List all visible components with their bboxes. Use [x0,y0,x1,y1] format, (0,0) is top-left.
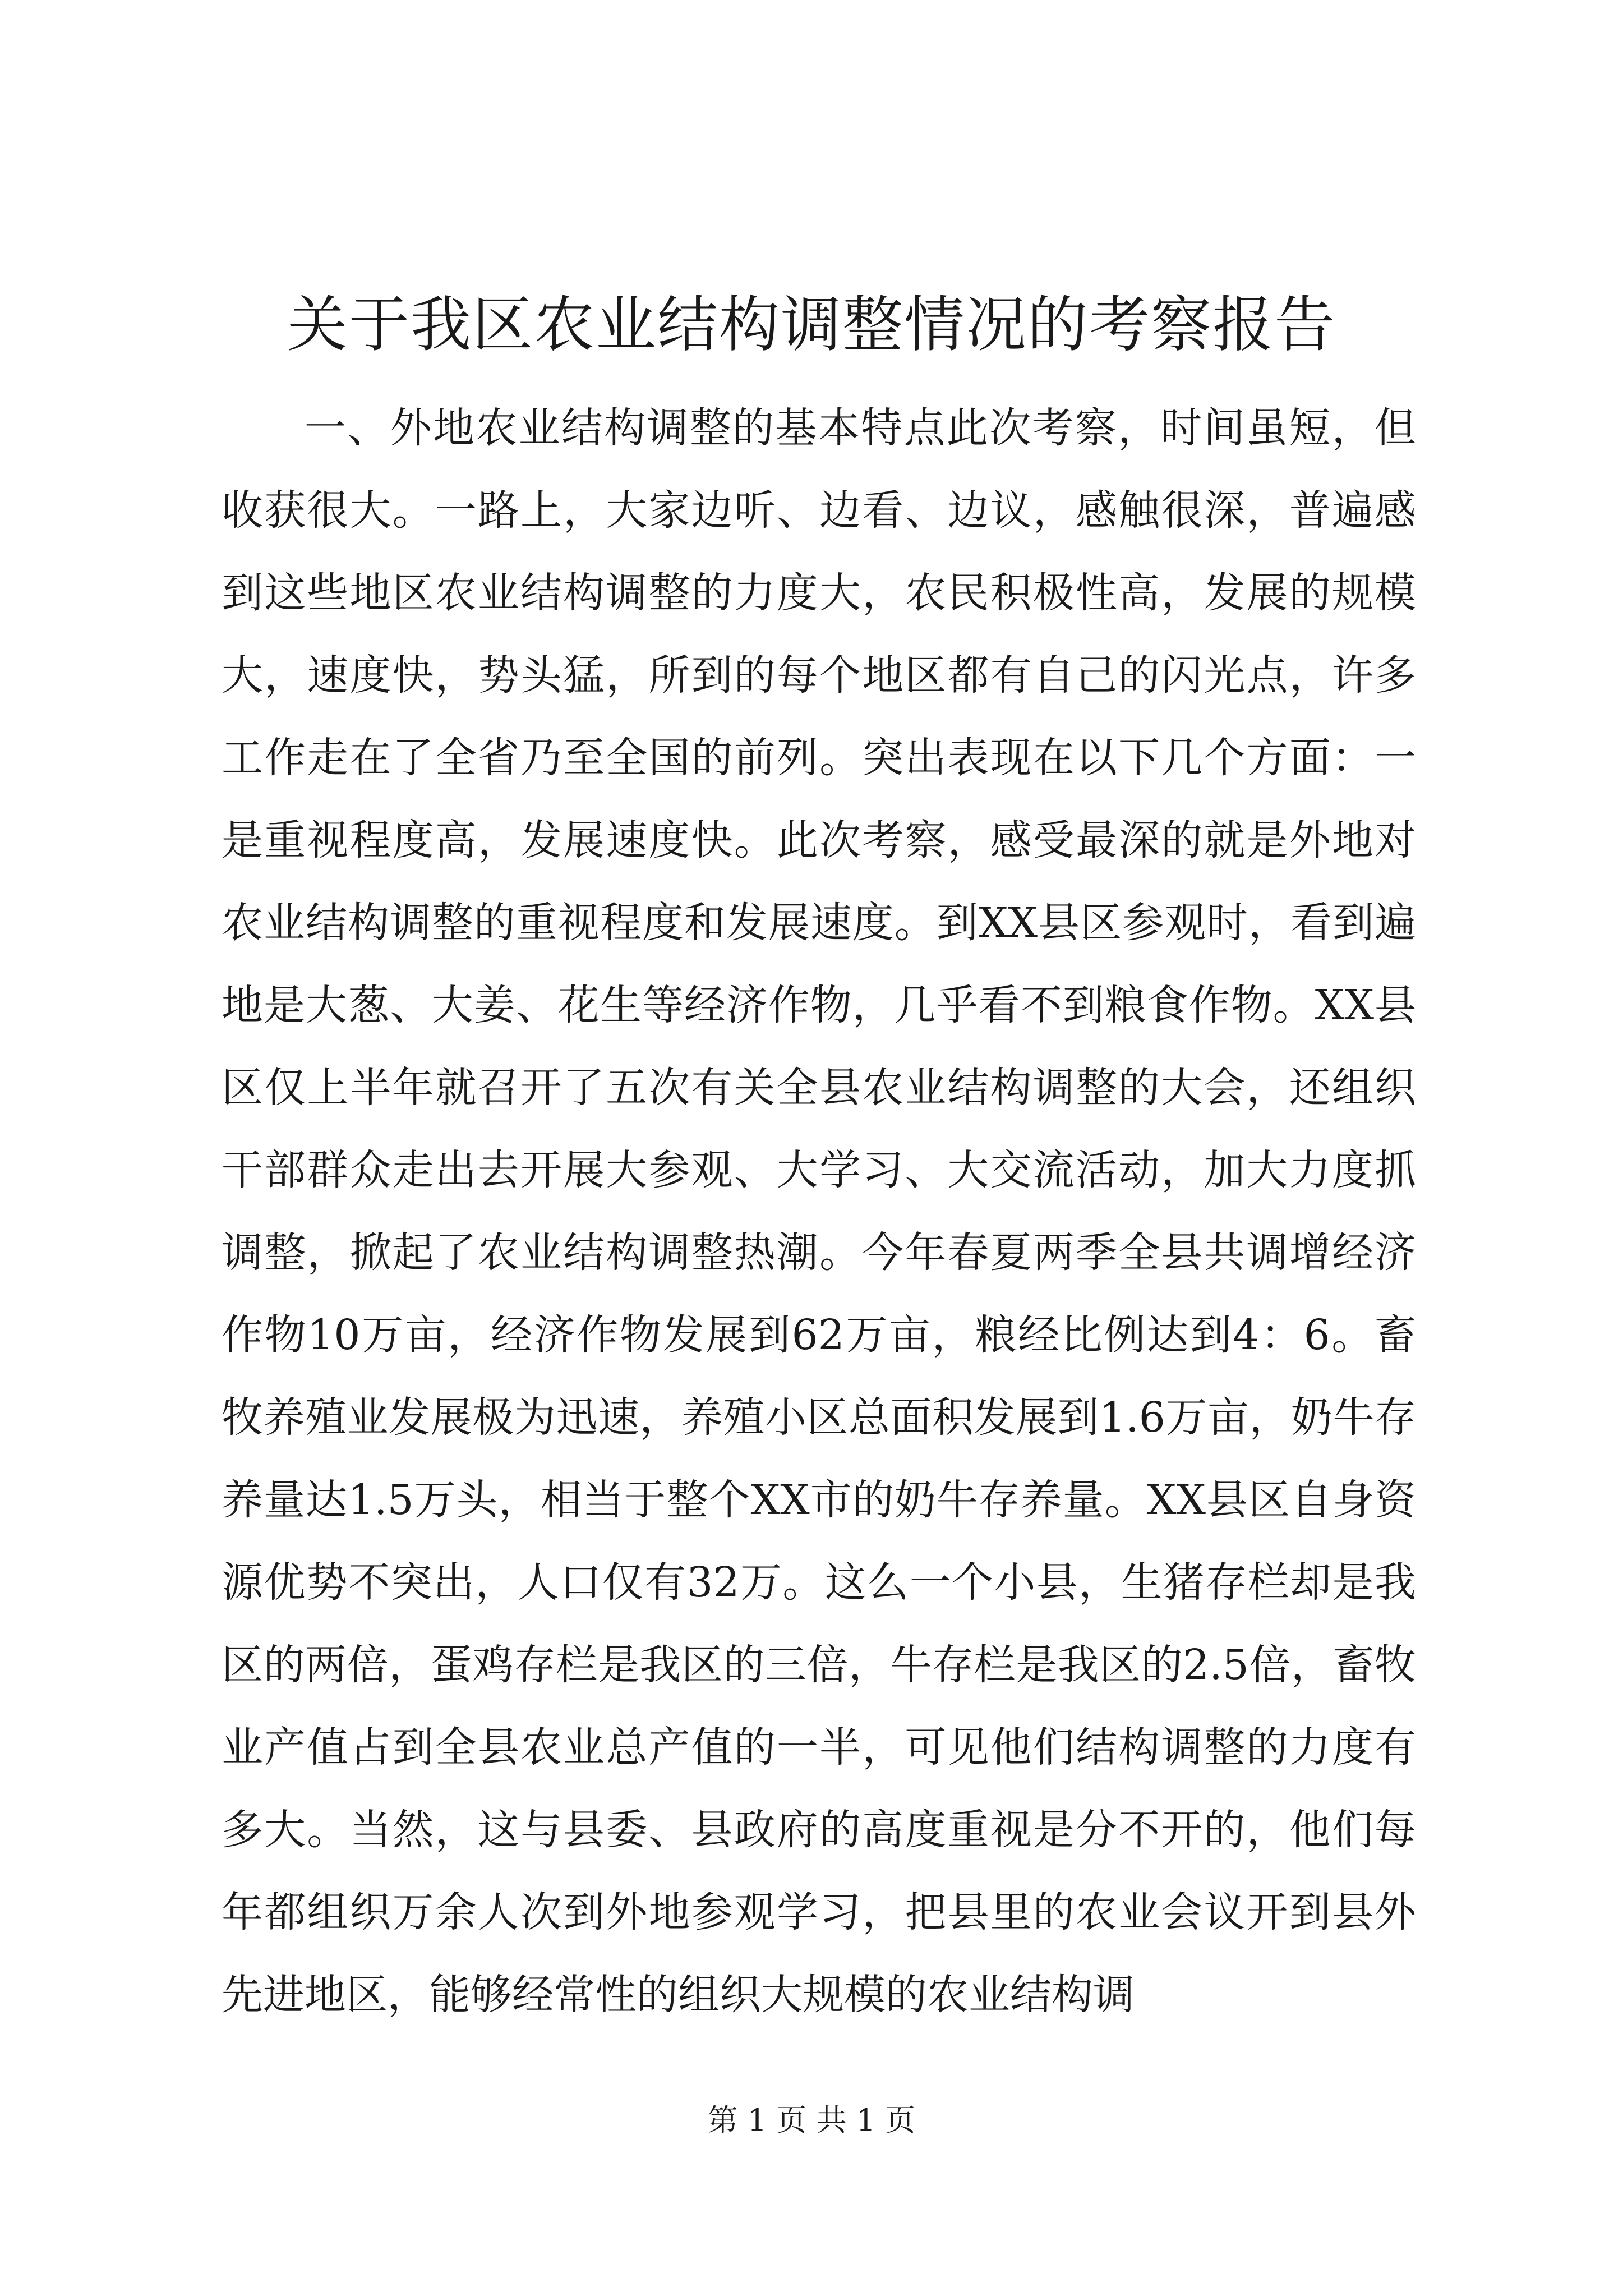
body-paragraph: 一、外地农业结构调整的基本特点此次考察，时间虽短，但收获很大。一路上，大家边听、边看、边议，感触很深，普遍感到这些地区农业结构调整的力度大，农民积极性高，发展的规模大，速度快，势头猛，所到的每个地区都有自己的闪光点，许多工作走在了全省乃至全国的前列。突出表现在以下几个方面：一是重视程度高，发展速度快。此次考察，感受最深的就是外地对农业结构调整的重视程度和发展速度。到XX县区参观时，看到遍地是大葱、大姜、花生等经济作物，几乎看不到粮食作物。XX县区仅上半年就召开了五次有关全县农业结构调整的大会，还组织干部群众走出去开展大参观、大学习、大交流活动，加大力度抓调整，掀起了农业结构调整热潮。今年春夏两季全县共调增经济作物10万亩，经济作物发展到62万亩，粮经比例达到4：6。畜牧养殖业发展极为迅速，养殖小区总面积发展到1.6万亩，奶牛存养量达1.5万头，相当于整个XX市的奶牛存养量。XX县区自身资源优势不突出，人口仅有32万。这么一个小县，生猪存栏却是我区的两倍，蛋鸡存栏是我区的三倍，牛存栏是我区的2.5倍，畜牧业产值占到全县农业总产值的一半，可见他们结构调整的力度有多大。当然，这与县委、县政府的高度重视是分不开的，他们每年都组织万余人次到外地参观学习，把县里的农业会议开到县外先进地区，能够经常性的组织大规模的农业结构调 [222,404,1416,2019]
page-footer: 第 1 页 共 1 页 [707,2102,916,2138]
document-title: 关于我区农业结构调整情况的考察报告 [287,290,1336,360]
